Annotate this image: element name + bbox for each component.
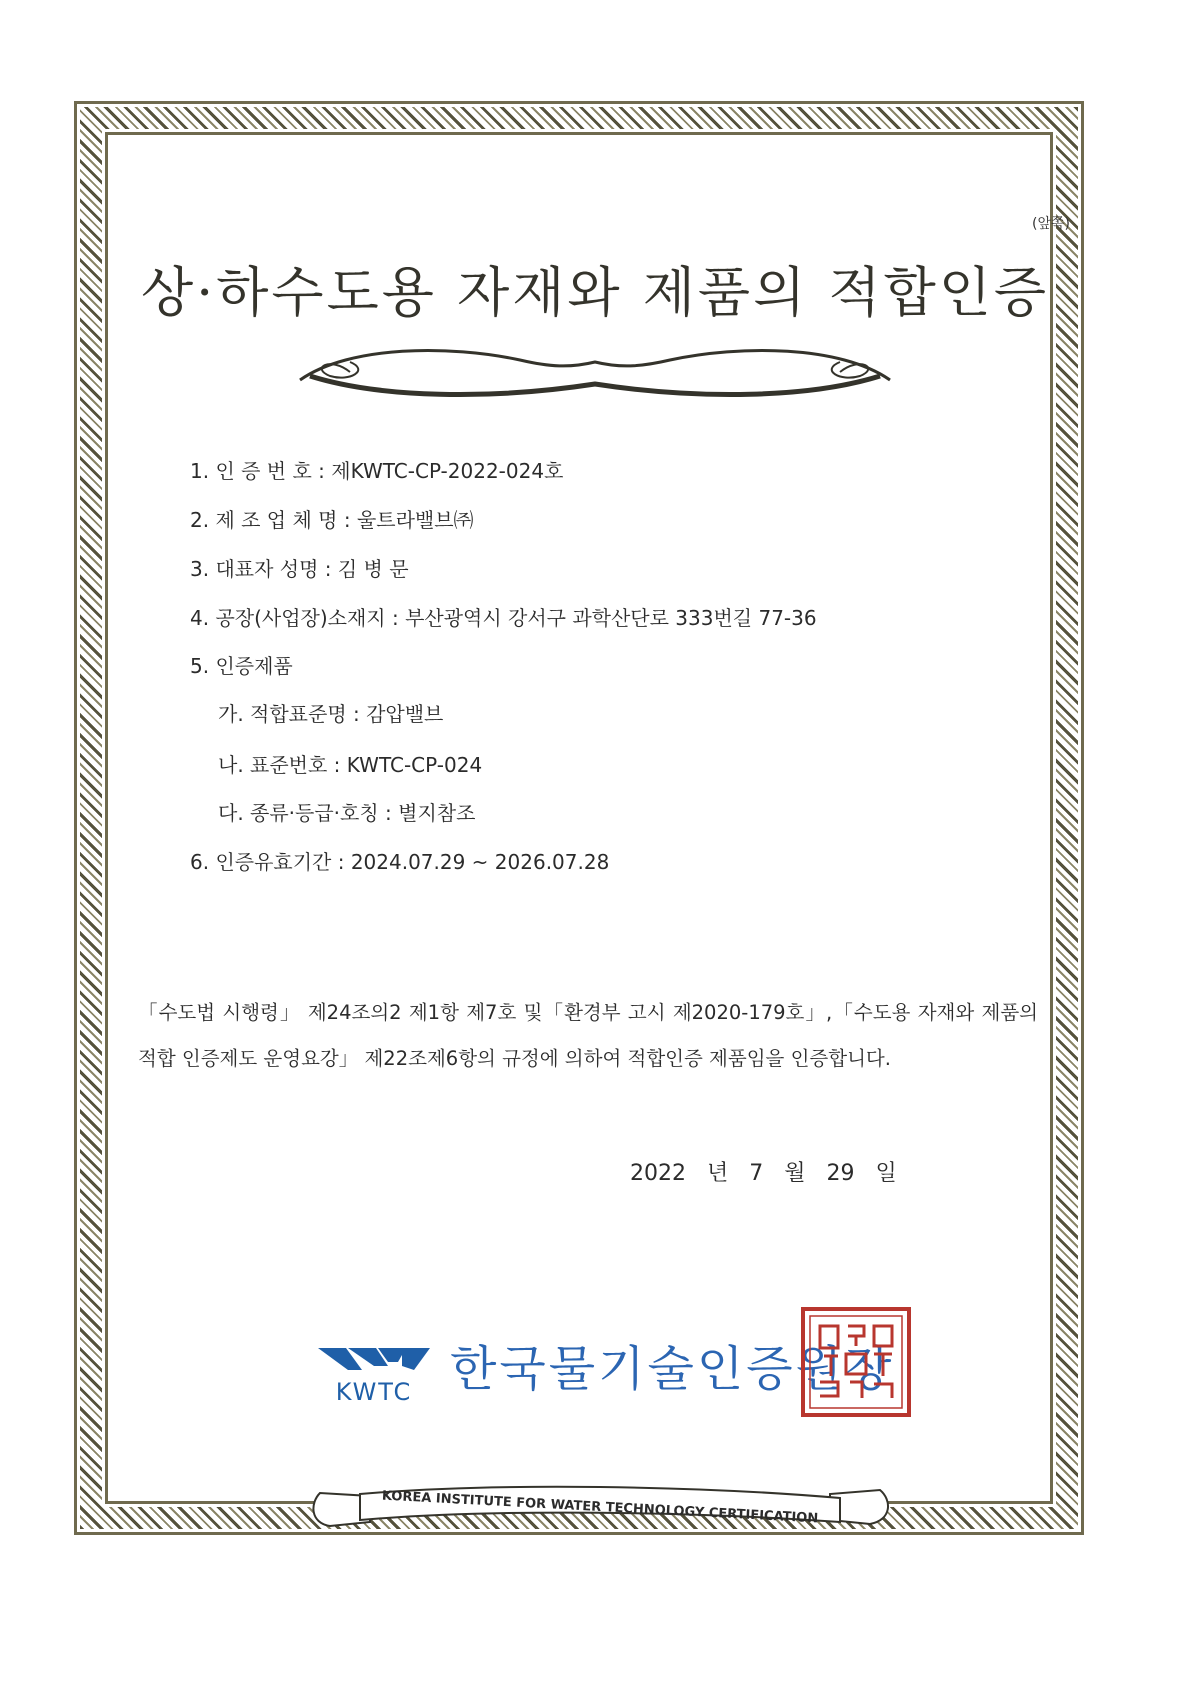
field-standard-name: [218, 698, 443, 727]
field-label: 가. 적합표준명 :: [218, 702, 367, 726]
field-factory-address: [190, 602, 817, 631]
field-label: 2. 제 조 업 체 명 :: [190, 508, 357, 532]
field-value: 감압밸브: [366, 702, 444, 726]
field-representative: [190, 553, 409, 582]
certification-statement: 「수도법 시행령」 제24조의2 제1항 제7호 및「환경부 고시 제2020-179호」,「수도용 자재와 제품의 적합 인증제도 운영요강」 제22조제6항의 규정에 의하여 적합인증 제품임을 인증합니다.: [138, 1001, 1038, 1070]
field-value: 김 병 문: [337, 557, 409, 581]
field-manufacturer: [190, 504, 474, 533]
field-label: 1. 인 증 번 호 :: [190, 459, 332, 483]
institute-ribbon: [300, 1478, 900, 1538]
field-label: 5. 인증제품: [190, 654, 293, 678]
field-label: 3. 대표자 성명 :: [190, 557, 338, 581]
ribbon-text: KOREA INSTITUTE FOR WATER TECHNOLOGY CERTIFICATION: [381, 1488, 819, 1527]
field-certificate-number: [190, 455, 563, 484]
field-type-grade: [218, 797, 475, 826]
issue-date: 2022 년 7 월 29 일: [630, 1161, 897, 1186]
field-value: 2024.07.29 ~ 2026.07.28: [350, 850, 610, 874]
field-value: KWTC-CP-024: [346, 753, 483, 777]
certificate-title: 상·하수도용 자재와 제품의 적합인증: [140, 261, 1050, 324]
field-value: 부산광역시 강서구 과학산단로 333번길 77-36: [405, 606, 817, 630]
field-value: 제KWTC-CP-2022-024호: [331, 459, 564, 483]
field-standard-number: [218, 749, 482, 778]
field-value: 별지참조: [398, 801, 476, 825]
field-label: 나. 표준번호 :: [218, 753, 347, 777]
page-side-label: (앞쪽): [1032, 216, 1070, 232]
field-certified-product: [190, 650, 293, 679]
field-label: 4. 공장(사업장)소재지 :: [190, 606, 406, 630]
title-ornament: [290, 340, 900, 402]
field-validity-period: [190, 846, 609, 875]
field-label: 6. 인증유효기간 :: [190, 850, 351, 874]
kwtc-logo-text: KWTC: [335, 1378, 413, 1406]
official-seal-icon: [800, 1306, 912, 1418]
field-value: 울트라밸브㈜: [356, 508, 474, 532]
issuer-name: 한국물기술인증원장: [450, 1341, 895, 1397]
field-label: 다. 종류·등급·호칭 :: [218, 801, 399, 825]
